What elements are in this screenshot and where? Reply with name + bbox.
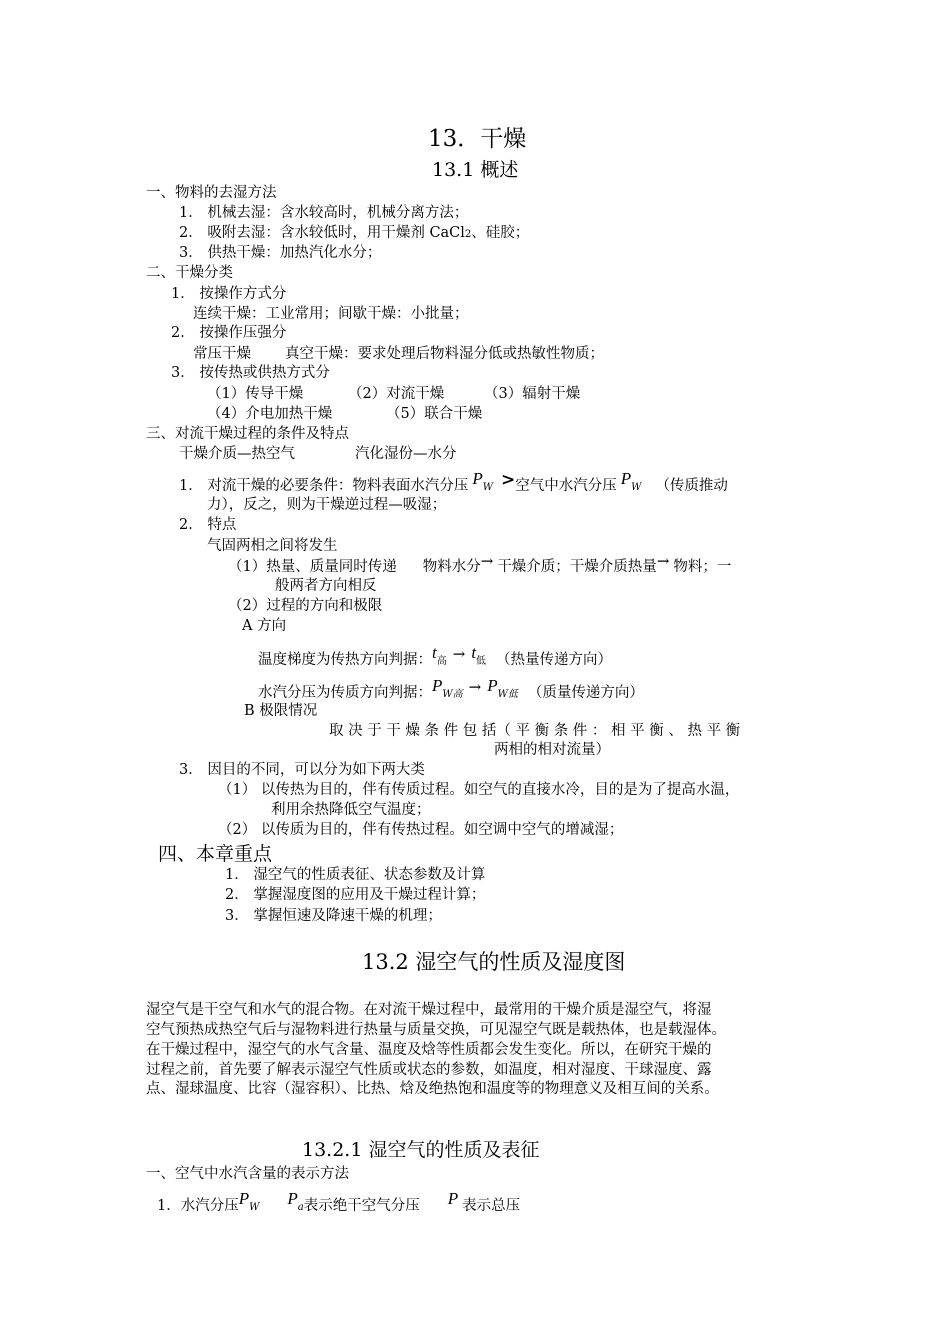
para-line-4: 过程之前，首先要了解表示湿空气性质或状态的参数，如温度，相对湿度、干球湿度、露 <box>146 1062 712 1078</box>
s1-item-2 <box>179 223 529 245</box>
s3-c1-c: （传质推动 <box>655 478 728 494</box>
symbol-w-sub-2: W <box>631 482 642 493</box>
s3-temp-text: 温度梯度为传热方向判据： <box>258 652 432 668</box>
s2-method-4: （4）介电加热干燥 <box>207 406 333 422</box>
s3-c2-b2: 物料水分 <box>422 559 481 575</box>
s3-limit-1: 取 决 于 干 燥 条 件 包 括（ 平 衡 条 件 ： 相 平 衡 、 热 平 衡 <box>329 723 741 739</box>
symbol-p-3: P <box>432 676 443 695</box>
greater-than: > <box>501 470 516 490</box>
s3-vap-text: 水汽分压为传质方向判据： <box>258 685 432 701</box>
symbol-p: P <box>472 469 483 488</box>
s3-c1-b: 空气中水汽分压 <box>515 478 617 494</box>
s3-condition-3: 3． 因目的不同，可以分为如下两大类 <box>179 762 425 778</box>
symbol-p-5: P <box>238 1189 250 1208</box>
para-line-5: 点、湿球温度、比容（湿容积）、比热、焓及绝热饱和温度等的物理意义及相互间的关系。 <box>146 1081 719 1097</box>
symbol-p-6: P <box>287 1189 298 1208</box>
arrow-icon-2: → <box>656 552 670 570</box>
s3-vap-note: （质量传递方向） <box>527 685 644 701</box>
symbol-p-7: P <box>447 1189 459 1208</box>
sub-whigh: W高 <box>442 689 463 700</box>
symbol-p-4: P <box>487 676 498 695</box>
s3-c2-b4: 物料；一 <box>673 559 732 575</box>
s2-sub-2: 2． 按操作压强分 <box>171 325 287 341</box>
arrow-icon-4: → <box>468 678 482 696</box>
sub-low: 低 <box>476 656 487 667</box>
para-line-2: 空气预热成热空气后与湿物料进行热量与质量交换，可见湿空气既是载热体，也是载湿体。 <box>146 1022 726 1038</box>
s2-sub-1: 1． 按操作方式分 <box>171 286 287 302</box>
cacl-subscript: 2 <box>464 229 472 240</box>
s2-sub-3: 3． 按传热或供热方式分 <box>171 365 330 381</box>
section-title-13-2-1: 13.2.1 湿空气的性质及表征 <box>302 1139 540 1161</box>
s3-medium-a: 干燥介质—热空气 <box>179 446 295 462</box>
s3-condition-2: 2． 特点 <box>179 517 237 533</box>
arrow-icon-3: → <box>452 645 466 663</box>
s2-method-3: （3）辐射干燥 <box>484 386 581 402</box>
s2-method-5: （5）联合干燥 <box>386 406 483 422</box>
s3-c2-b3: 干燥介质；干燥介质热量 <box>497 559 657 575</box>
s2-sub-1-line: 连续干燥：工业常用；间歇干燥：小批量； <box>193 306 469 322</box>
sec1321-item-1 <box>157 1189 521 1218</box>
chapter-title: 13．干燥 <box>428 126 527 152</box>
s3-heading: 三、对流干燥过程的条件及特点 <box>146 426 349 442</box>
s2-sub-2-b: 真空干燥：要求处理后物料湿分低或热敏性物质； <box>285 346 604 362</box>
s3-temp-note: （热量传递方向） <box>496 652 613 668</box>
s3-c3-2: （2） 以传质为目的，伴有传热过程。如空调中空气的增减湿； <box>218 822 624 838</box>
para-line-1: 湿空气是干空气和水气的混合物。在对流干燥过程中，最常用的干燥介质是湿空气，将湿 <box>146 1002 712 1018</box>
s3-c1-a: 1． 对流干燥的必要条件：物料表面水汽分压 <box>179 478 469 494</box>
section-title-13-2: 13.2 湿空气的性质及湿度图 <box>362 950 626 974</box>
s3-limit-2: 两相的相对流量） <box>494 742 610 758</box>
s2-method-2: （2）对流干燥 <box>348 386 445 402</box>
s4-item-3: 3． 掌握恒速及降速干燥的机理； <box>225 908 442 924</box>
sub-wlow: W低 <box>497 689 518 700</box>
sec1321-item1-b: 表示绝干空气分压 <box>303 1198 420 1214</box>
s3-c3-1b: 利用余热降低空气温度； <box>271 802 431 818</box>
s1-item-1: 1． 机械去湿：含水较高时，机械分离方法； <box>179 205 469 221</box>
symbol-t-2: t <box>471 643 477 662</box>
s3-c1-d: 力），反之，则为干燥逆过程—吸湿； <box>207 497 447 513</box>
s4-heading: 四、本章重点 <box>158 843 273 865</box>
symbol-t: t <box>432 643 437 662</box>
section-title-13-1: 13.1 概述 <box>432 159 519 181</box>
sec1321-heading: 一、空气中水汽含量的表示方法 <box>146 1166 349 1182</box>
s3-c2-c: （2）过程的方向和极限 <box>228 598 383 614</box>
s3-direction-a: A 方向 <box>242 618 287 634</box>
sub-w-5: W <box>249 1202 260 1213</box>
s3-c2-b1: （1）热量、质量同时传递 <box>228 559 397 575</box>
s4-item-2: 2． 掌握湿度图的应用及干燥过程计算； <box>225 887 486 903</box>
s3-direction-b: B 极限情况 <box>244 703 318 719</box>
sec1321-item1-c: 表示总压 <box>462 1198 521 1214</box>
para-line-3: 在干燥过程中，湿空气的水气含量、温度及焓等性质都会发生变化。所以，在研究干燥的 <box>146 1042 712 1058</box>
symbol-p-2: P <box>620 469 632 488</box>
sub-a: a <box>297 1202 304 1213</box>
s3-medium-b: 汽化湿份—水分 <box>355 446 457 462</box>
arrow-icon: → <box>480 552 494 570</box>
sec1321-item1-text: 1．水汽分压 <box>157 1198 239 1214</box>
s3-c3-1a: （1） 以传热为目的，伴有传质过程。如空气的直接水冷，目的是为了提高水温， <box>218 782 740 798</box>
s3-c2-b5: 般两者方向相反 <box>275 578 377 594</box>
s1-heading: 一、物料的去湿方法 <box>146 185 277 201</box>
s1-item-2-tail: 、硅胶； <box>471 225 530 241</box>
sub-high: 高 <box>436 656 447 667</box>
symbol-w-sub: W <box>482 482 494 493</box>
s4-item-1: 1． 湿空气的性质表征、状态参数及计算 <box>225 867 486 883</box>
s3-temp-criterion <box>258 643 613 672</box>
s1-item-2-text: 2． 吸附去湿：含水较低时，用干燥剂 CaCl <box>179 225 465 241</box>
s1-item-3: 3． 供热干燥：加热汽化水分； <box>179 245 382 261</box>
s3-c2-b <box>228 552 732 577</box>
s2-sub-2-a: 常压干燥 <box>193 346 251 362</box>
s2-heading: 二、干燥分类 <box>146 265 233 281</box>
s2-method-1: （1）传导干燥 <box>207 386 304 402</box>
s3-c2-a: 气固两相之间将发生 <box>207 538 338 554</box>
